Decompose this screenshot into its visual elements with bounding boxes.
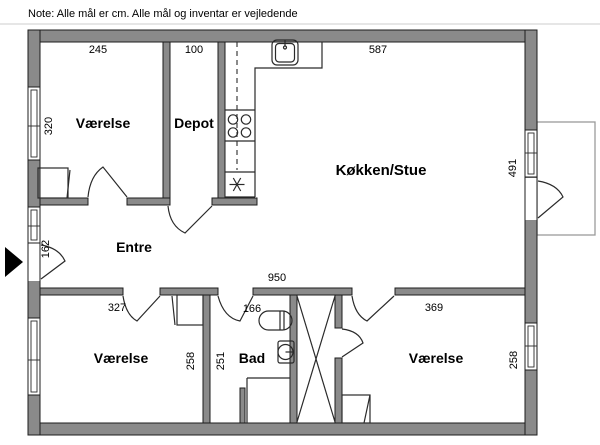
- room-label-bedroom-bottom-right: Værelse: [408, 350, 464, 366]
- room-label-bedroom-top-left: Værelse: [75, 115, 131, 131]
- window-icon: [525, 323, 537, 370]
- closet-icon: [172, 295, 203, 325]
- dim-bottom-left-bedroom-width: 327: [107, 302, 127, 314]
- window-icon: [28, 318, 40, 395]
- room-label-hall: Entre: [116, 239, 152, 255]
- wardrobe-x-icon: [297, 296, 335, 422]
- dim-bottom-left-bedroom-height: 258: [185, 351, 197, 371]
- outer-walls: [28, 30, 537, 435]
- entrance-door-opening: [29, 243, 40, 281]
- balcony-door-opening: [526, 178, 537, 220]
- closet-icon: [38, 168, 70, 198]
- dim-kitchen-width: 587: [368, 44, 388, 56]
- dim-bath-height: 251: [215, 351, 227, 371]
- plan-note: Note: Alle mål er cm. Alle mål og inventar er vejledende: [28, 8, 298, 20]
- door-swing-icons: [41, 167, 563, 357]
- dim-depot-width: 100: [184, 44, 204, 56]
- room-label-kitchen-living: Køkken/Stue: [335, 162, 427, 179]
- shower-icon: [247, 378, 290, 423]
- toilet-icon: [259, 311, 292, 330]
- window-icon: [525, 130, 537, 177]
- stove-icon: [225, 110, 255, 141]
- window-icon: [28, 87, 40, 160]
- entrance-arrow-icon: [5, 247, 23, 277]
- dim-bottom-right-bedroom-height: 258: [508, 350, 520, 370]
- dim-kitchen-height: 491: [507, 158, 519, 178]
- dim-top-bedroom-width: 245: [88, 44, 108, 56]
- closet-icon: [342, 395, 370, 423]
- dim-bottom-right-bedroom-width: 369: [424, 302, 444, 314]
- freezer-asterisk-icon: [225, 172, 255, 197]
- window-icon: [28, 207, 40, 243]
- dim-bath-width: 166: [242, 303, 262, 315]
- room-label-bath: Bad: [238, 350, 266, 366]
- dim-hall-height: 162: [40, 239, 52, 259]
- dim-top-bedroom-height: 320: [43, 116, 55, 136]
- balcony-outline: [537, 122, 595, 235]
- sink-icon: [272, 40, 298, 65]
- room-label-bedroom-bottom-left: Værelse: [93, 350, 149, 366]
- room-label-depot: Depot: [174, 115, 214, 131]
- dim-total-width: 950: [267, 272, 287, 284]
